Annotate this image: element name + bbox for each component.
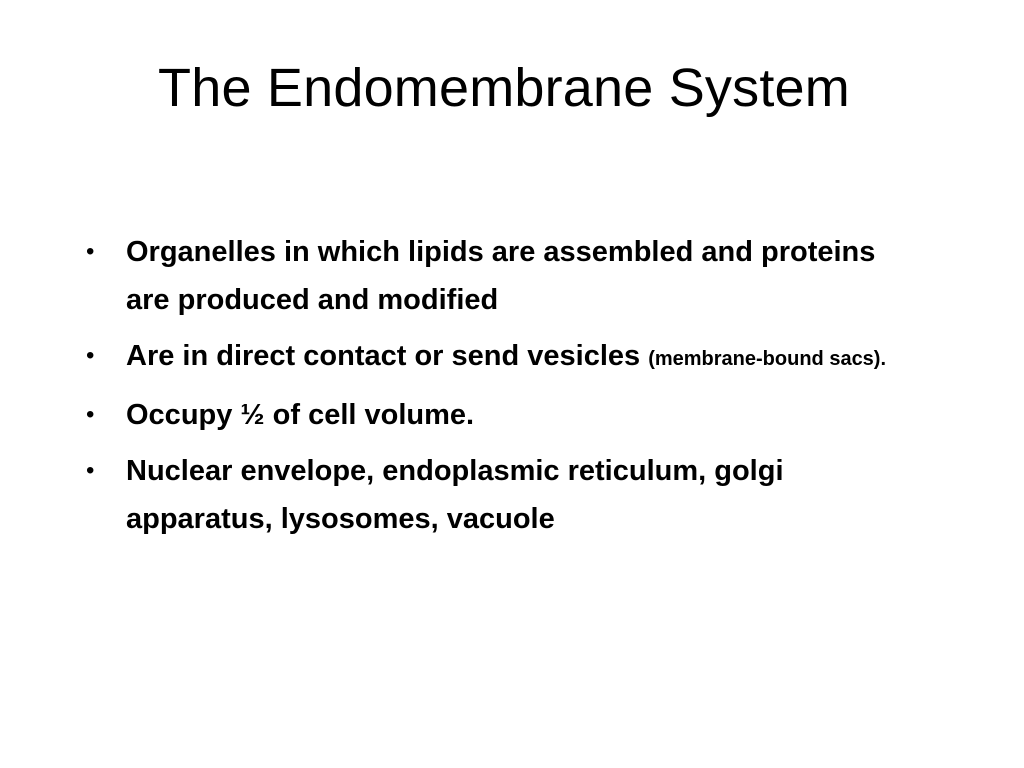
bullet-text: Are in direct contact or send vesicles — [126, 340, 649, 372]
slide-title: The Endomembrane System — [158, 58, 850, 118]
bullet-dot-icon: • — [86, 457, 95, 484]
bullet-item — [86, 332, 916, 383]
bullet-note: (membrane-bound sacs). — [648, 348, 887, 370]
bullet-text: Organelles in which lipids are assembled and proteins are produced and modified — [126, 236, 876, 316]
bullet-item — [86, 391, 916, 439]
bullet-item — [86, 228, 916, 324]
bullet-list — [86, 228, 916, 551]
bullet-text: Occupy ½ of cell volume. — [126, 399, 475, 431]
bullet-dot-icon: • — [86, 238, 95, 265]
bullet-text: Nuclear envelope, endoplasmic reticulum, golgi apparatus, lysosomes, vacuole — [126, 455, 784, 535]
bullet-item — [86, 447, 916, 543]
bullet-dot-icon: • — [86, 401, 95, 428]
bullet-dot-icon: • — [86, 342, 95, 369]
